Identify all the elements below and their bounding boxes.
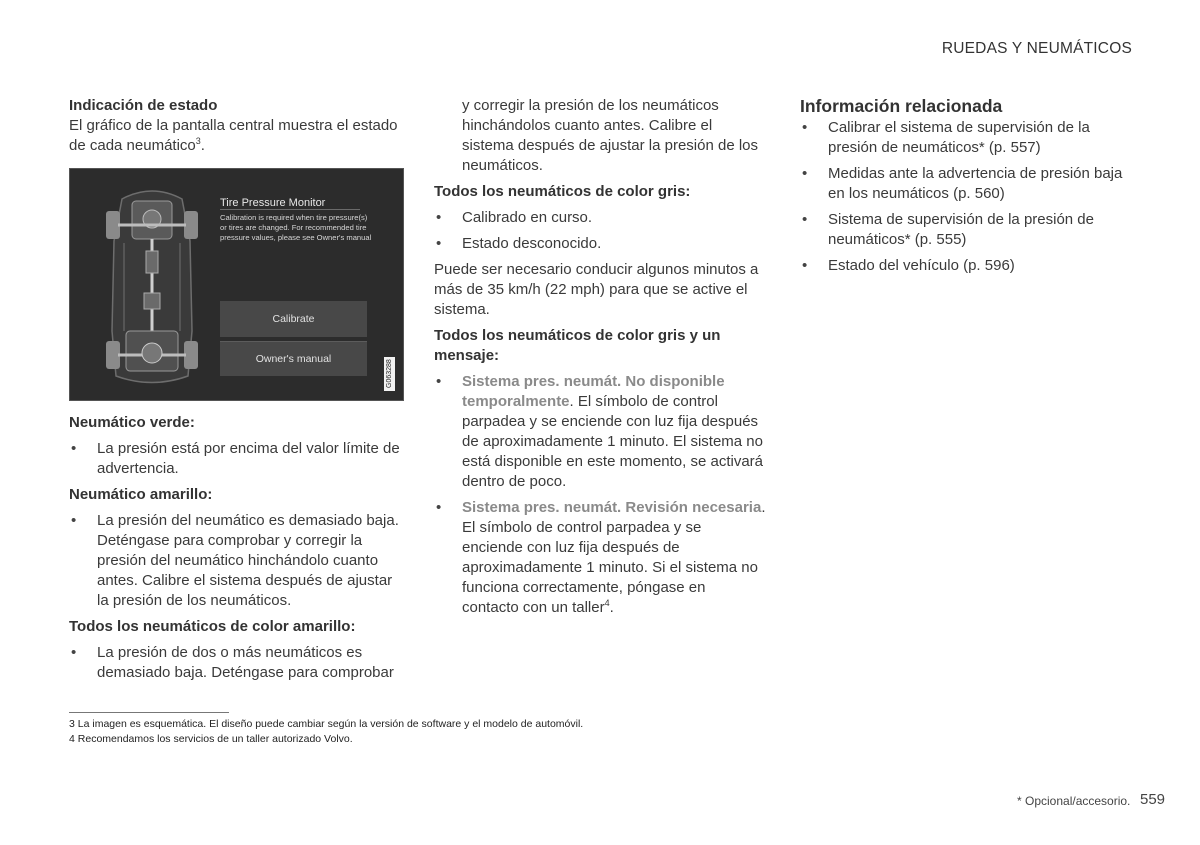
status-intro: El gráfico de la pantalla central muestra el estado de cada neumático$^3$. <box>69 117 398 154</box>
footnote-number: 3 <box>69 718 75 730</box>
figure-code: G063288 <box>384 357 395 391</box>
gray-note: Puede ser necesario conducir algunos minutos a más de 35 km/h (22 mph) para que se active el sistema. <box>434 261 759 318</box>
owners-manual-button[interactable]: Owner's manual <box>220 341 367 376</box>
green-tire-list <box>69 439 404 479</box>
list-item: • La presión está por encima del valor límite de advertencia. <box>69 439 404 479</box>
gray-message-heading: Todos los neumáticos de color gris y un mensaje: <box>434 327 721 364</box>
status-intro-text: El gráfico de la pantalla central muestra el estado de cada neumático <box>69 117 398 154</box>
list-item: • Estado desconocido. <box>434 234 766 254</box>
all-gray-list <box>434 208 766 254</box>
all-gray-heading: Todos los neumáticos de color gris: <box>434 183 691 200</box>
footnote-number: 4 <box>69 733 75 745</box>
status-heading: Indicación de estado <box>69 97 218 114</box>
related-links <box>800 118 1135 276</box>
list-item: • La presión de dos o más neumáticos es demasiado baja. Deténgase para comprobar <box>69 643 404 683</box>
message-unavailable: Sistema pres. neumát. No disponible temporalmente <box>462 373 725 410</box>
footnote-text: Recomendamos los servicios de un taller autorizado Volvo. <box>77 733 353 745</box>
yellow-tire-list <box>69 511 404 611</box>
optional-note: * Opcional/accesorio. <box>1017 794 1131 808</box>
list-item: • La presión del neumático es demasiado baja. Deténgase para comprobar y corregir la presión del neumático hinchándolo cuanto antes. Calibre el sistema después de ajustar la presión de los neumáticos. <box>69 511 404 611</box>
tpm-title: Tire Pressure Monitor <box>220 197 326 209</box>
column-right <box>800 96 1135 282</box>
related-link[interactable]: • Medidas ante la advertencia de presión baja en los neumáticos (p. 560) <box>800 164 1135 204</box>
all-yellow-list <box>69 643 404 683</box>
column-middle <box>434 96 766 624</box>
continued-text: y corregir la presión de los neumáticos hinchándolos cuanto antes. Calibre el sistema después de ajustar la presión de los neumáticos. <box>462 97 759 174</box>
section-header: RUEDAS Y NEUMÁTICOS <box>941 40 1132 57</box>
related-link[interactable]: • Sistema de supervisión de la presión de neumáticos* (p. 555) <box>800 210 1135 250</box>
all-yellow-heading: Todos los neumáticos de color amarillo: <box>69 618 356 635</box>
tpm-divider <box>220 209 360 210</box>
footnote-4 <box>69 733 353 746</box>
message-unavailable-desc: . El símbolo de control parpadea y se enciende con luz fija después de aproximadamente 1 minuto. El sistema no está disponible en este momento, se activará dentro de poco. <box>462 393 764 490</box>
related-link[interactable]: • Estado del vehículo (p. 596) <box>800 256 1135 276</box>
message-service-desc: . El símbolo de control parpadea y se enciende con luz fija después de aproximadamente 1 minuto. Si el sistema no funciona correctamente, póngase en contacto con un taller <box>462 499 766 616</box>
list-item: • Sistema pres. neumát. Revisión necesaria. El símbolo de control parpadea y se enciende con luz fija después de aproximadamente 1 minuto. Si el sistema no funciona correctamente, póngase en contacto con un taller$^4$. <box>434 498 766 618</box>
column-left <box>69 96 404 689</box>
footnote-text: La imagen es esquemática. El diseño puede cambiar según la versión de software y el modelo de automóvil. <box>77 718 584 730</box>
footnote-ref-3: 3 <box>195 136 201 146</box>
tpm-message: Calibration is required when tire pressure(s) or tires are changed. For recommended tire pressure values, please see Owner's manual <box>220 213 372 242</box>
green-tire-heading: Neumático verde: <box>69 414 195 431</box>
footnote-ref-4: 4 <box>604 598 610 608</box>
list-item: • Calibrado en curso. <box>434 208 766 228</box>
related-link[interactable]: • Calibrar el sistema de supervisión de la presión de neumáticos* (p. 557) <box>800 118 1135 158</box>
footnote-3 <box>69 718 583 731</box>
message-service-required: Sistema pres. neumát. Revisión necesaria <box>462 499 762 516</box>
calibrate-button[interactable]: Calibrate <box>220 301 367 337</box>
footnote-divider <box>69 712 229 713</box>
tpm-screen-figure <box>69 168 404 401</box>
page-number: 559 <box>1140 791 1166 808</box>
list-item <box>434 372 766 492</box>
related-info-heading: Información relacionada <box>800 96 1003 116</box>
gray-message-list <box>434 372 766 618</box>
yellow-tire-heading: Neumático amarillo: <box>69 486 213 503</box>
car-top-view-icon <box>102 181 202 391</box>
